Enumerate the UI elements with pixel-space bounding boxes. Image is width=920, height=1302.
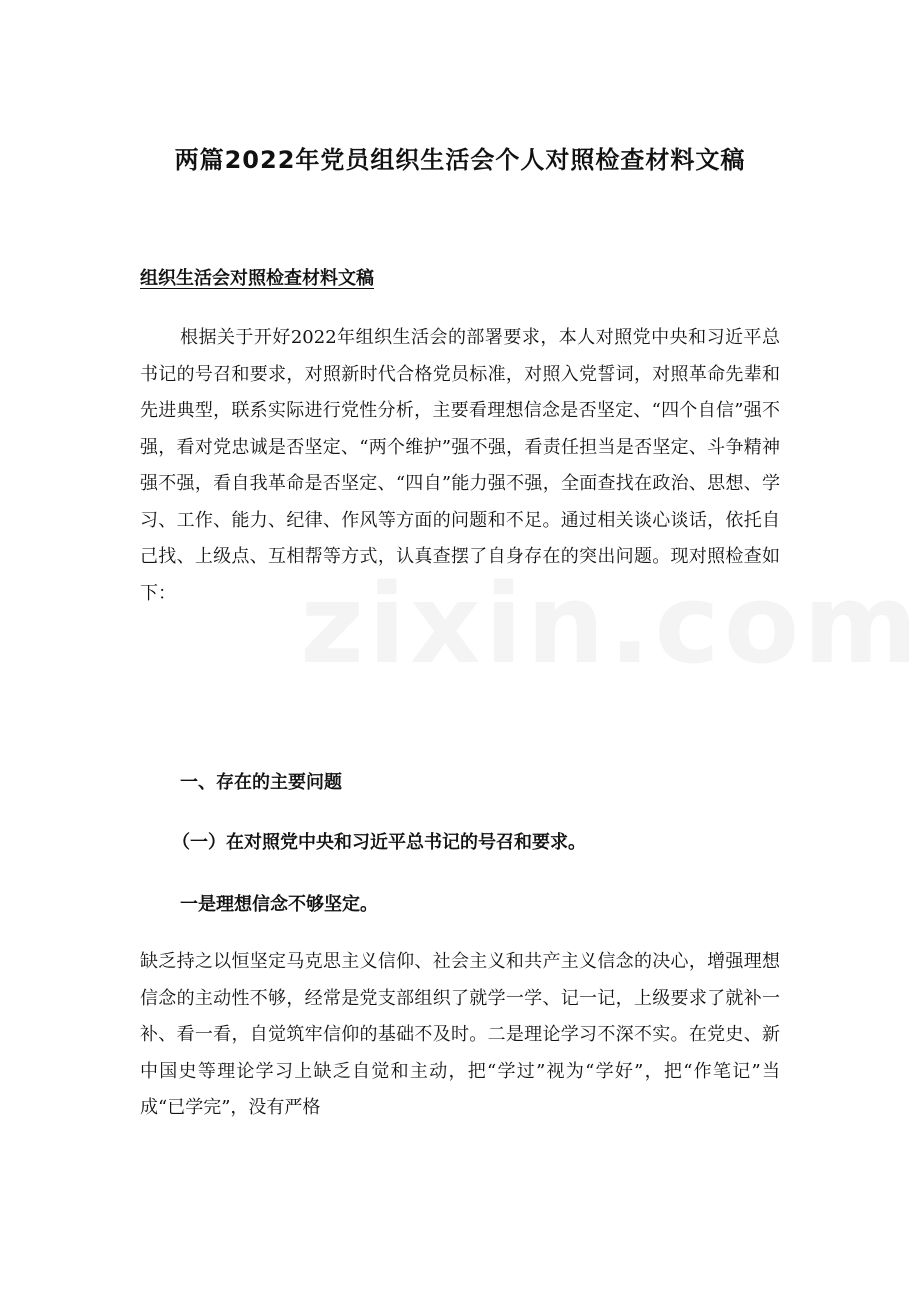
intro-paragraph: 根据关于开好2022年组织生活会的部署要求，本人对照党中央和习近平总书记的号召和要求，对照新时代合格党员标准，对照入党誓词，对照革命先辈和先进典型，联系实际进行党性分析，主要看理想信念是否坚定、“四个自信”强不强，看对党忠诚是否坚定、“两个维护”强不强，看责任担当是否坚定、斗争精神强不强，看自我革命是否坚定、“四自”能力强不强，全面查找在政治、思想、学习、工作、能力、纪律、作风等方面的问题和不足。通过相关谈心谈话，依托自己找、上级点、互相帮等方式，认真查摆了自身存在的突出问题。现对照检查如下：: [140, 327, 780, 604]
heading-main-problems: 一、存在的主要问题: [180, 772, 342, 793]
heading-point-1: 一是理想信念不够坚定。: [180, 894, 378, 915]
section-subtitle: 组织生活会对照检查材料文稿: [140, 268, 374, 289]
heading-subsection-1: （一）在对照党中央和习近平总书记的号召和要求。: [172, 832, 586, 853]
body-paragraph: 缺乏持之以恒坚定马克思主义信仰、社会主义和共产主义信念的决心，增强理想信念的主动性不够，经常是党支部组织了就学一学、记一记，上级要求了就补一补、看一看，自觉筑牢信仰的基础不及时。二是理论学习不深不实。在党史、新中国史等理论学习上缺乏自觉和主动，把“学过”视为“学好”，把“作笔记”当成“已学完”，没有严格: [140, 951, 780, 1118]
document-title: 两篇2022年党员组织生活会个人对照检查材料文稿: [174, 146, 746, 174]
